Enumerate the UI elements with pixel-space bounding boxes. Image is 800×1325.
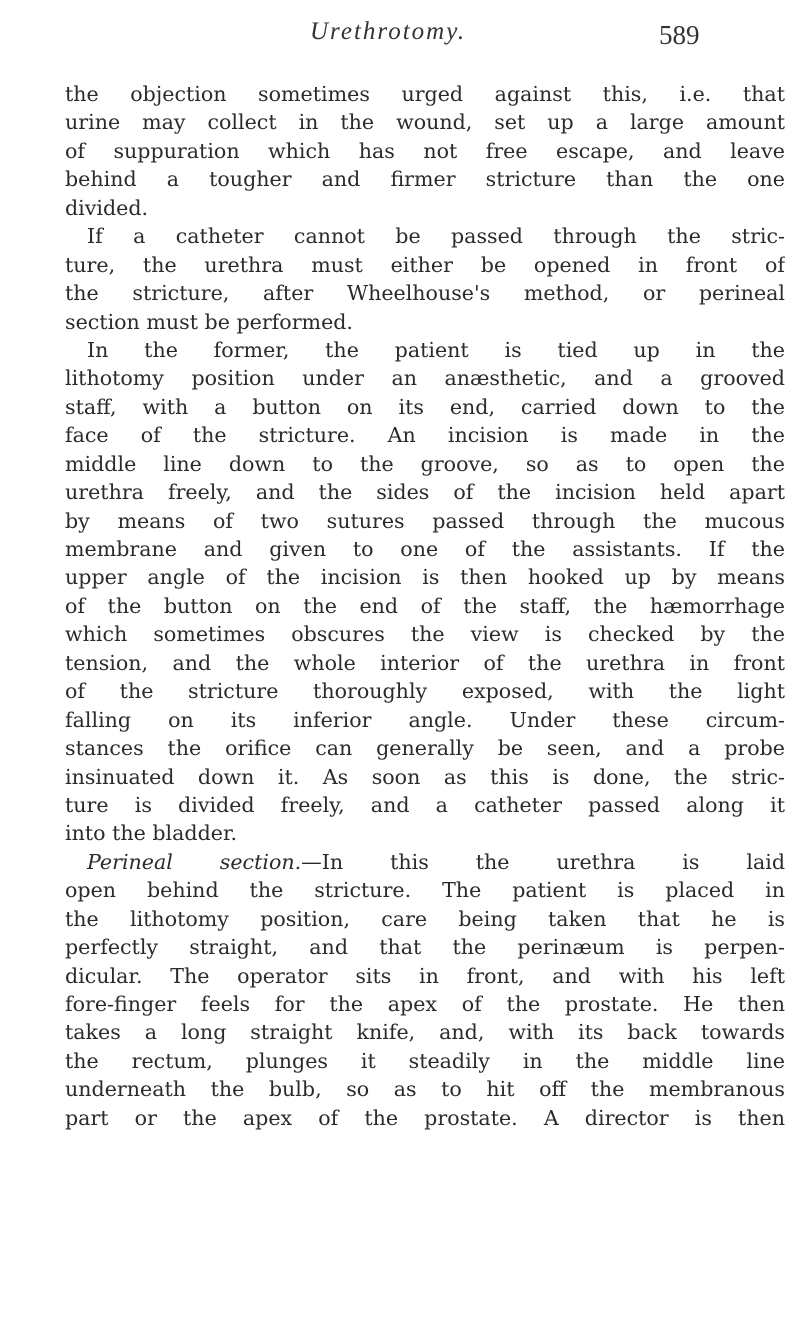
text-line (65, 848, 785, 876)
text-line: underneath the bulb, so as to hit off the membranous (65, 1077, 785, 1102)
text-line: the objection sometimes urged against this, i.e. that (65, 82, 785, 106)
text-line: ture is divided freely, and a catheter passed along it (65, 792, 785, 817)
text-line: ture, the urethra must either be opened in front of (65, 252, 785, 277)
text-line: part or the apex of the prostate. A director is then (65, 1105, 785, 1130)
page-number: 589 (659, 20, 700, 50)
text-line: If a catheter cannot be passed through the stric- (87, 224, 785, 249)
text-line: by means of two sutures passed through the mucous (65, 508, 785, 533)
text-line: of the button on the end of the staff, the hæmorrhage (65, 593, 785, 618)
text-line: takes a long straight knife, and, with its back towards (65, 1020, 785, 1045)
text-line: lithotomy position under an anæsthetic, and a grooved (65, 366, 785, 391)
text-line: insinuated down it. As soon as this is done, the stric- (65, 764, 785, 789)
text-line: into the bladder. (65, 821, 238, 846)
text-line: face of the stricture. An incision is made in the (65, 423, 785, 448)
running-head (0, 18, 800, 58)
text-line: section must be performed. (65, 309, 353, 334)
paragraph (65, 848, 785, 1132)
text-line: the rectum, plunges it steadily in the middle line (65, 1048, 785, 1073)
text-line: middle line down to the groove, so as to open the (65, 451, 785, 476)
text-line: upper angle of the incision is then hooked up by means (65, 565, 785, 590)
text-line: urine may collect in the wound, set up a large amount (65, 110, 785, 135)
text-line: tension, and the whole interior of the urethra in front (65, 650, 785, 675)
text-line: open behind the stricture. The patient is placed in (65, 878, 785, 903)
text-span: —In this the urethra is laid (301, 849, 785, 874)
text-line: the lithotomy position, care being taken that he is (65, 906, 785, 931)
text-line: of suppuration which has not free escape, and leave (65, 138, 785, 163)
text-line: perfectly straight, and that the perinæum is perpen- (65, 935, 785, 960)
text-line: urethra freely, and the sides of the incision held apart (65, 480, 785, 505)
text-line: of the stricture thoroughly exposed, with the light (65, 679, 785, 704)
text-line: stances the orifice can generally be seen, and a probe (65, 736, 785, 761)
text-line: divided. (65, 195, 149, 220)
text-line: dicular. The operator sits in front, and with his left (65, 963, 785, 988)
text-line: which sometimes obscures the view is checked by the (65, 622, 785, 647)
text-line: membrane and given to one of the assistants. If the (65, 537, 785, 561)
text-line: fore-finger feels for the apex of the prostate. He then (65, 992, 785, 1016)
text-line: falling on its inferior angle. Under these circum- (65, 707, 785, 732)
body-text (65, 80, 785, 1132)
paragraph (65, 336, 785, 848)
section-heading: Perineal section. (87, 849, 302, 874)
running-title: Urethrotomy. (310, 18, 467, 45)
text-line: staff, with a button on its end, carried down to the (65, 394, 785, 419)
paragraph (65, 222, 785, 336)
text-line: behind a tougher and firmer stricture than the one (65, 167, 785, 192)
text-line: In the former, the patient is tied up in the (87, 337, 785, 362)
text-line: the stricture, after Wheelhouse's method, or perineal (65, 281, 785, 306)
paragraph (65, 80, 785, 222)
